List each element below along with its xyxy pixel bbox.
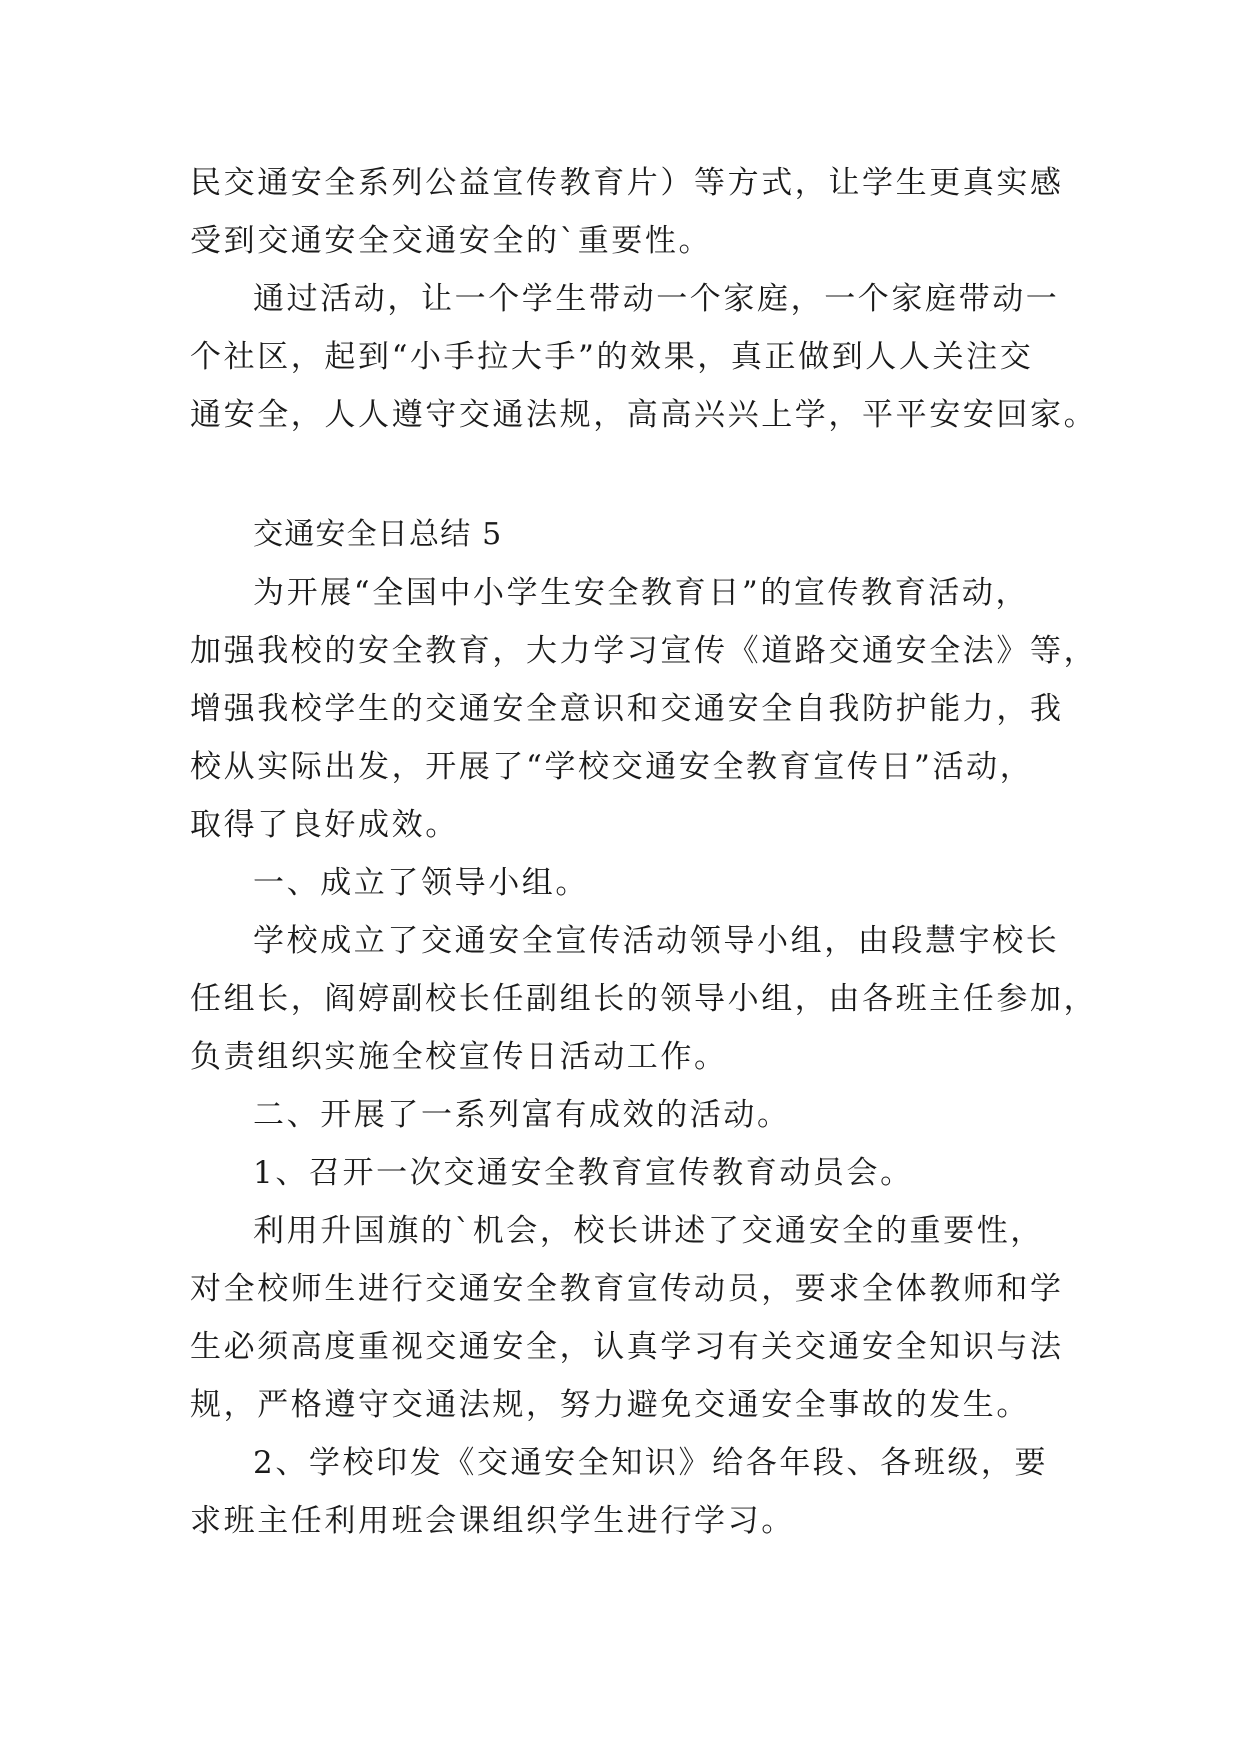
paragraph-line: 通安全，人人遵守交通法规，高高兴兴上学，平平安安回家。 (190, 397, 1098, 433)
paragraph-line: 民交通安全系列公益宣传教育片）等方式，让学生更真实感 (190, 165, 1064, 201)
paragraph-line: 规，严格遵守交通法规，努力避免交通安全事故的发生。 (190, 1387, 1030, 1423)
paragraph-line: 任组长，阎婷副校长任副组长的领导小组，由各班主任参加， (190, 981, 1098, 1017)
paragraph-line: 生必须高度重视交通安全，认真学习有关交通安全知识与法 (190, 1329, 1064, 1365)
paragraph-line: 求班主任利用班会课组织学生进行学习。 (190, 1503, 795, 1539)
paragraph-line: 为开展“全国中小学生安全教育日”的宣传教育活动， (253, 575, 1030, 611)
list-heading: 一、成立了领导小组。 (253, 865, 589, 901)
paragraph-line: 通过活动，让一个学生带动一个家庭，一个家庭带动一 (253, 281, 1060, 317)
list-item: 2、学校印发《交通安全知识》给各年段、各班级，要 (253, 1445, 1049, 1481)
paragraph-line: 校从实际出发，开展了“学校交通安全教育宣传日”活动， (190, 749, 1034, 785)
paragraph-line: 加强我校的安全教育，大力学习宣传《道路交通安全法》等， (190, 633, 1098, 669)
paragraph-line: 受到交通安全交通安全的`重要性。 (190, 223, 713, 259)
section-title: 交通安全日总结 5 (253, 517, 503, 552)
list-item: 1、召开一次交通安全教育宣传教育动员会。 (253, 1155, 914, 1191)
list-heading: 二、开展了一系列富有成效的活动。 (253, 1097, 791, 1133)
paragraph-line: 对全校师生进行交通安全教育宣传动员，要求全体教师和学 (190, 1271, 1064, 1307)
paragraph-line: 个社区，起到“小手拉大手”的效果，真正做到人人关注交 (190, 339, 1034, 375)
paragraph-line: 负责组织实施全校宣传日活动工作。 (190, 1039, 728, 1075)
paragraph-line: 增强我校学生的交通安全意识和交通安全自我防护能力，我 (190, 691, 1064, 727)
paragraph-line: 利用升国旗的`机会，校长讲述了交通安全的重要性， (253, 1213, 1044, 1249)
paragraph-line: 取得了良好成效。 (190, 807, 459, 843)
paragraph-line: 学校成立了交通安全宣传活动领导小组，由段慧宇校长 (253, 923, 1060, 959)
